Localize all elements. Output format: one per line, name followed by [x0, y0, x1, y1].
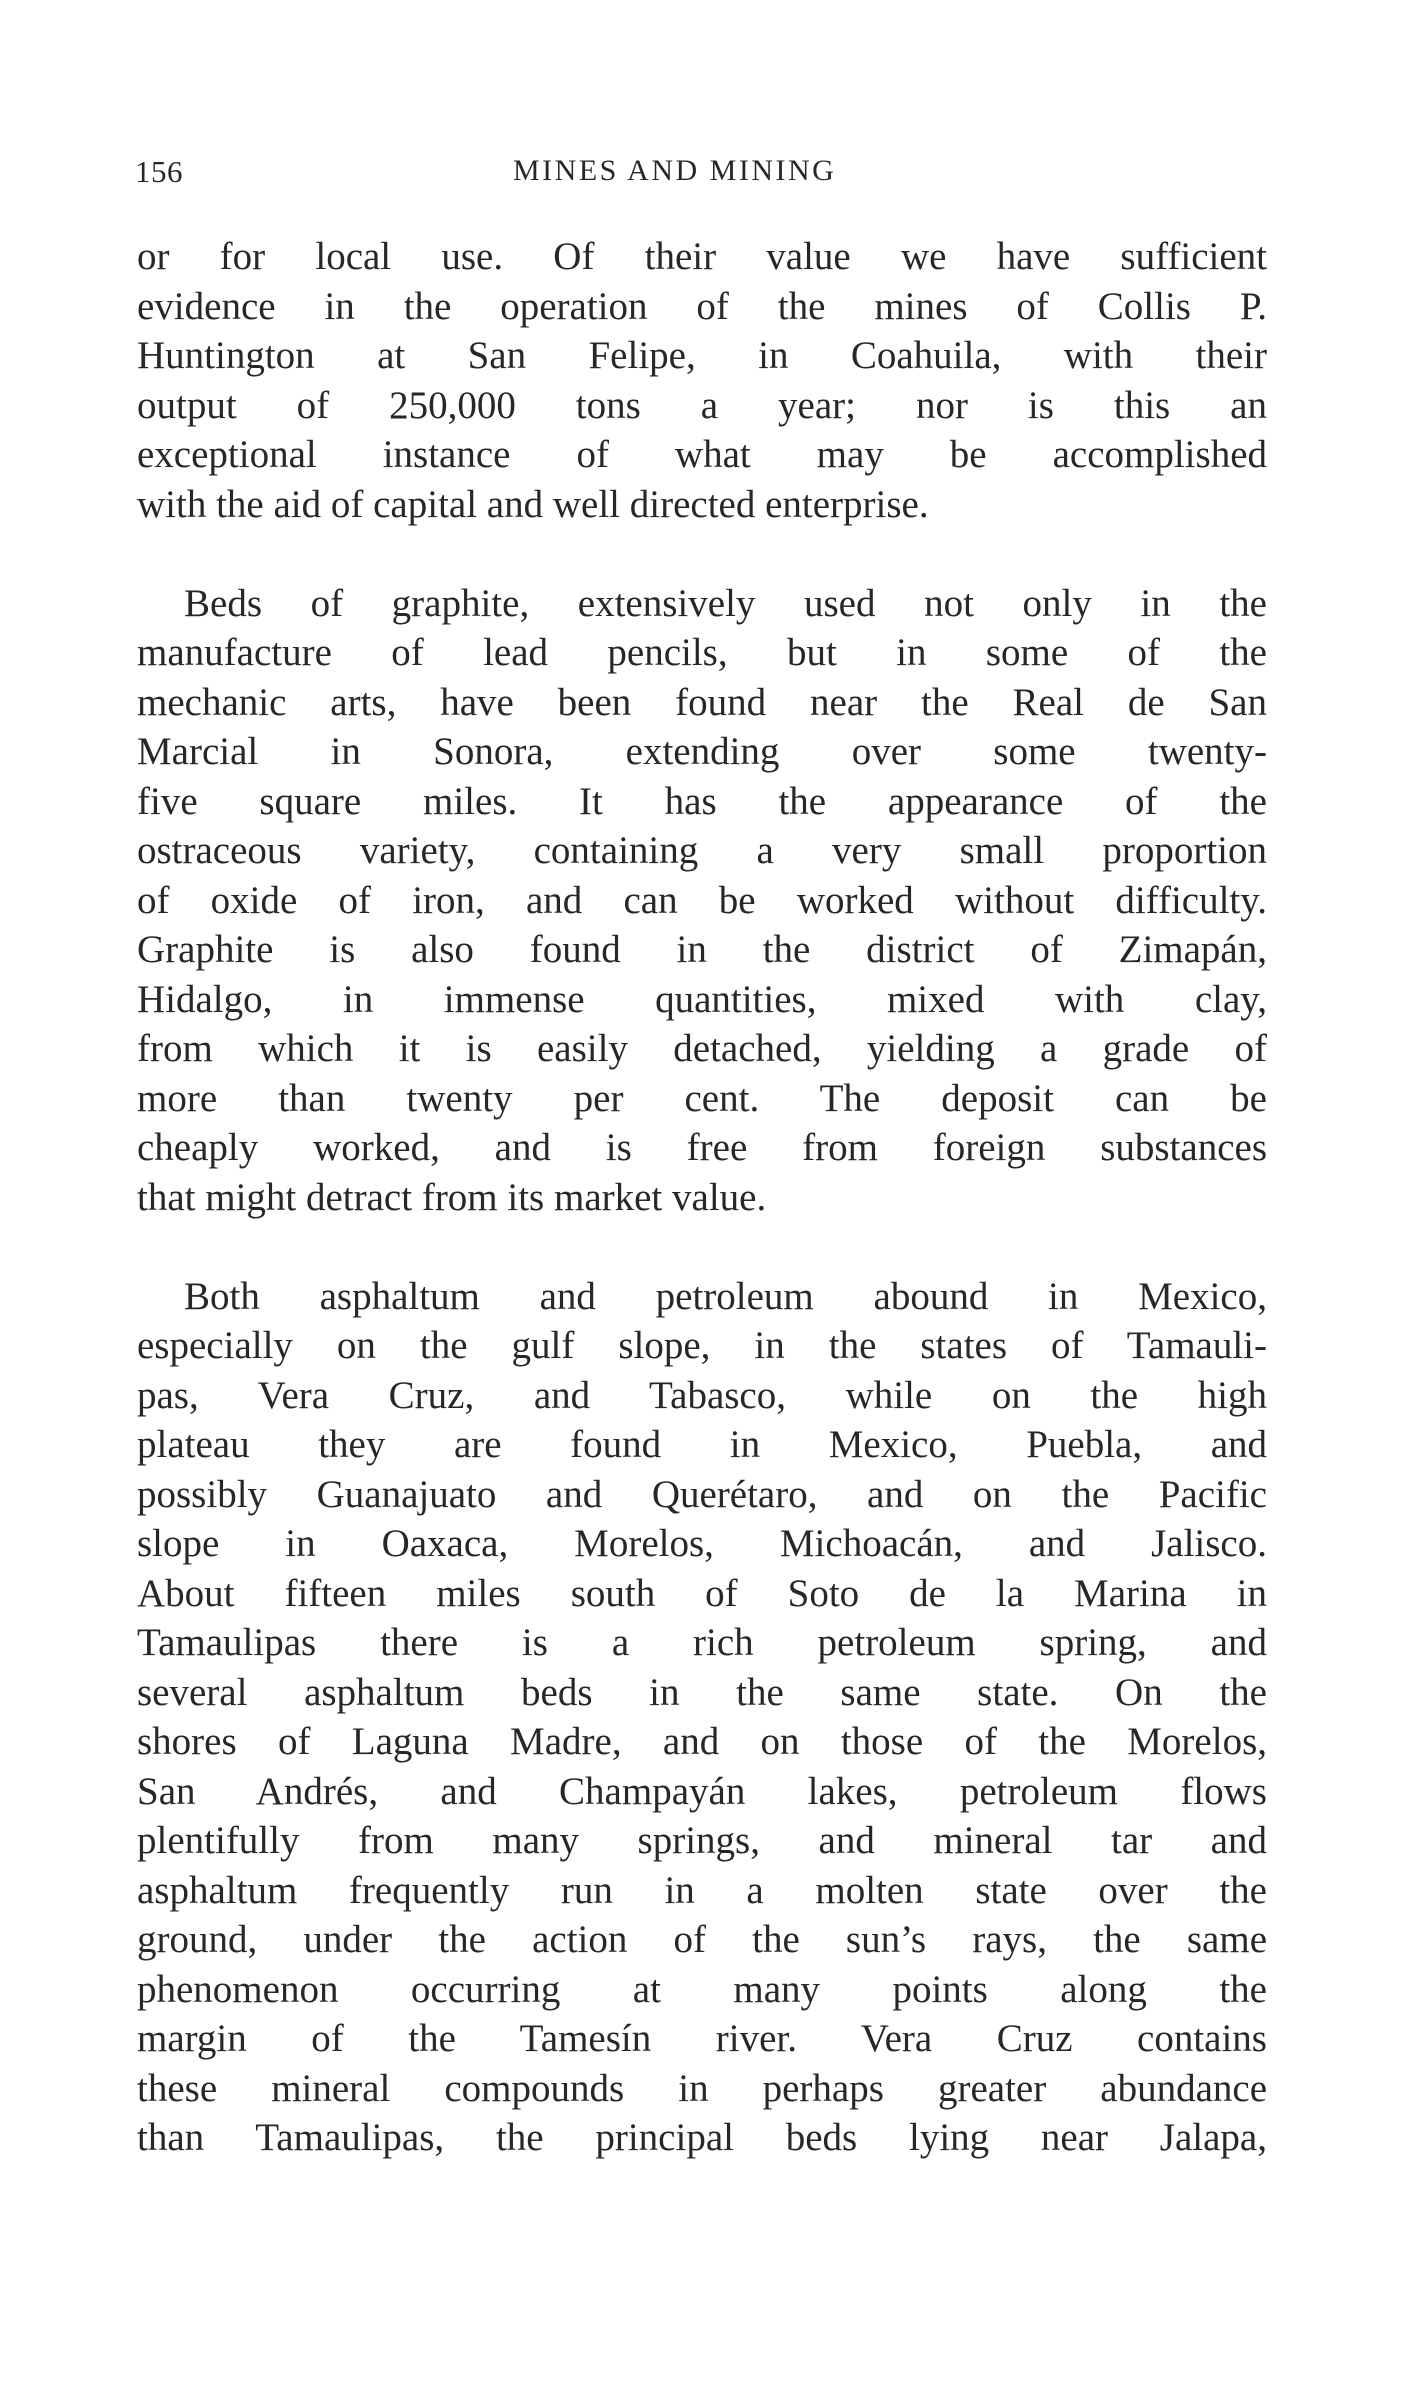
text-line: from which it is easily detached, yielding a grade of — [137, 1027, 1267, 1070]
text-line: ground, under the action of the sun’s rays, the same — [137, 1918, 1267, 1961]
text-line: plentifully from many springs, and mineral tar and — [137, 1819, 1267, 1862]
text-line: output of 250,000 tons a year; nor is this an — [137, 383, 1267, 427]
text-line: evidence in the operation of the mines of Collis P. — [137, 284, 1267, 328]
text-line: asphaltum frequently run in a molten state over the — [137, 1868, 1267, 1912]
text-line: Huntington at San Felipe, in Coahuila, with their — [137, 334, 1267, 377]
text-line: Tamaulipas there is a rich petroleum spring, and — [137, 1621, 1267, 1664]
text-line: manufacture of lead pencils, but in some of the — [137, 631, 1267, 674]
text-line: ostraceous variety, containing a very small proportion — [137, 829, 1267, 872]
text-line: About fifteen miles south of Soto de la Marina in — [137, 1571, 1267, 1615]
text-line: that might detract from its market value. — [137, 1175, 767, 1219]
text-line: exceptional instance of what may be accomplished — [137, 433, 1267, 476]
text-line: Both asphaltum and petroleum abound in Mexico, — [184, 1274, 1267, 1318]
text-line: Beds of graphite, extensively used not only in the — [184, 581, 1267, 625]
text-line: several asphaltum beds in the same state. On the — [137, 1670, 1267, 1714]
text-line: shores of Laguna Madre, and on those of the Morelos, — [137, 1720, 1267, 1763]
text-line: these mineral compounds in perhaps greater abundance — [137, 2066, 1267, 2110]
text-line: possibly Guanajuato and Querétaro, and on the Pacific — [137, 1472, 1267, 1516]
body-text — [137, 232, 1267, 2163]
text-line: with the aid of capital and well directed enterprise. — [137, 482, 929, 526]
text-line: phenomenon occurring at many points along the — [137, 1967, 1267, 2011]
running-head: MINES AND MINING — [513, 154, 837, 187]
text-line: Hidalgo, in immense quantities, mixed with clay, — [137, 977, 1267, 1021]
text-line: plateau they are found in Mexico, Puebla, and — [137, 1423, 1267, 1466]
text-line: five square miles. It has the appearance of the — [137, 779, 1267, 823]
text-line: especially on the gulf slope, in the states of Tamauli- — [137, 1324, 1267, 1367]
text-line: or for local use. Of their value we have sufficient — [137, 235, 1267, 278]
text-line: Graphite is also found in the district of Zimapán, — [137, 928, 1267, 971]
text-line: slope in Oaxaca, Morelos, Michoacán, and Jalisco. — [137, 1522, 1267, 1565]
paragraph-collis-huntington — [137, 232, 1267, 529]
text-line: of oxide of iron, and can be worked without difficulty. — [137, 878, 1267, 922]
page-number: 156 — [135, 154, 183, 189]
text-line: more than twenty per cent. The deposit can be — [137, 1076, 1267, 1120]
text-line: cheaply worked, and is free from foreign substances — [137, 1126, 1267, 1169]
text-line: Marcial in Sonora, extending over some twenty- — [137, 730, 1267, 773]
text-line: mechanic arts, have been found near the Real de San — [137, 680, 1267, 724]
text-line: than Tamaulipas, the principal beds lying near Jalapa, — [137, 2116, 1267, 2159]
text-line: San Andrés, and Champayán lakes, petroleum flows — [137, 1769, 1267, 1813]
paragraph-graphite — [137, 579, 1267, 1223]
text-line: pas, Vera Cruz, and Tabasco, while on the high — [137, 1373, 1267, 1417]
text-line: margin of the Tamesín river. Vera Cruz contains — [137, 2017, 1267, 2060]
page-header — [135, 154, 1275, 204]
paragraph-asphaltum-petroleum — [137, 1272, 1267, 2163]
